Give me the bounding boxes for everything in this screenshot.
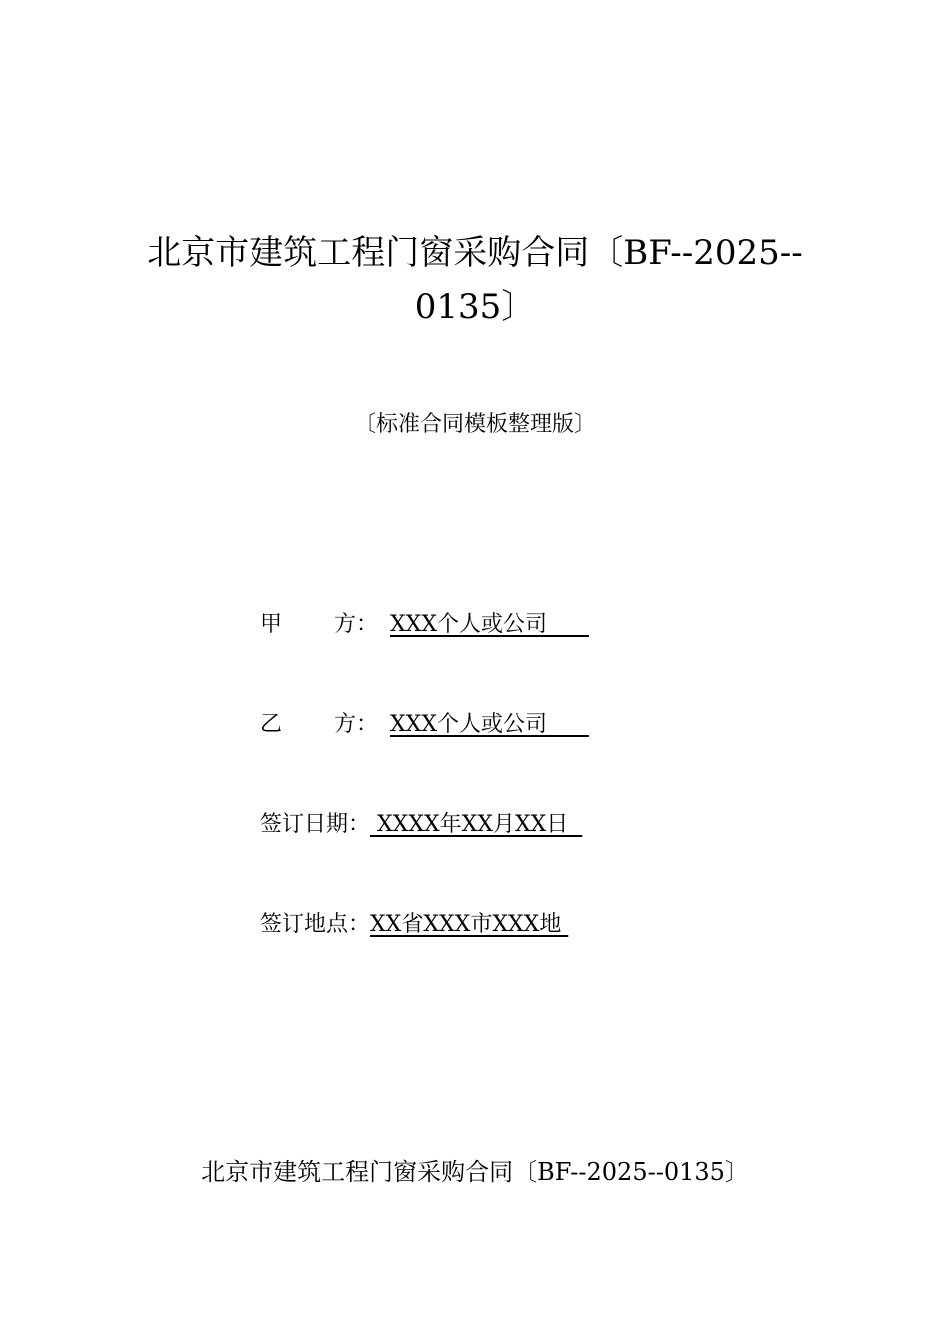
party-a-label-char2: 方： <box>334 612 379 637</box>
document-subtitle: 〔标准合同模板整理版〕 <box>353 412 596 437</box>
party-a-value: XXX个人或公司 <box>390 612 589 637</box>
sign-date-field <box>260 810 582 840</box>
document-title-line2: 0135〕 <box>414 287 536 327</box>
party-b-value: XXX个人或公司 <box>390 712 589 737</box>
party-b-field <box>260 710 589 740</box>
party-b-label-char2: 方： <box>334 712 379 737</box>
sign-date-value: XXXX年XX月XX日 <box>370 812 583 837</box>
party-b-label-char1: 乙 <box>260 712 283 737</box>
party-a-label <box>260 610 390 640</box>
party-a-field <box>260 610 589 640</box>
document-title-line1: 北京市建筑工程门窗采购合同〔BF--2025-- <box>147 233 803 273</box>
party-a-label-char1: 甲 <box>260 612 283 637</box>
sign-date-label: 签订日期： <box>260 812 371 837</box>
sign-place-field <box>260 910 568 940</box>
sign-place-label: 签订地点： <box>260 912 371 937</box>
party-b-label <box>260 710 390 740</box>
sign-place-value: XX省XXX市XXX地 <box>370 912 569 937</box>
footer-title: 北京市建筑工程门窗采购合同〔BF--2025--0135〕 <box>201 1158 749 1186</box>
document-title <box>60 226 890 334</box>
